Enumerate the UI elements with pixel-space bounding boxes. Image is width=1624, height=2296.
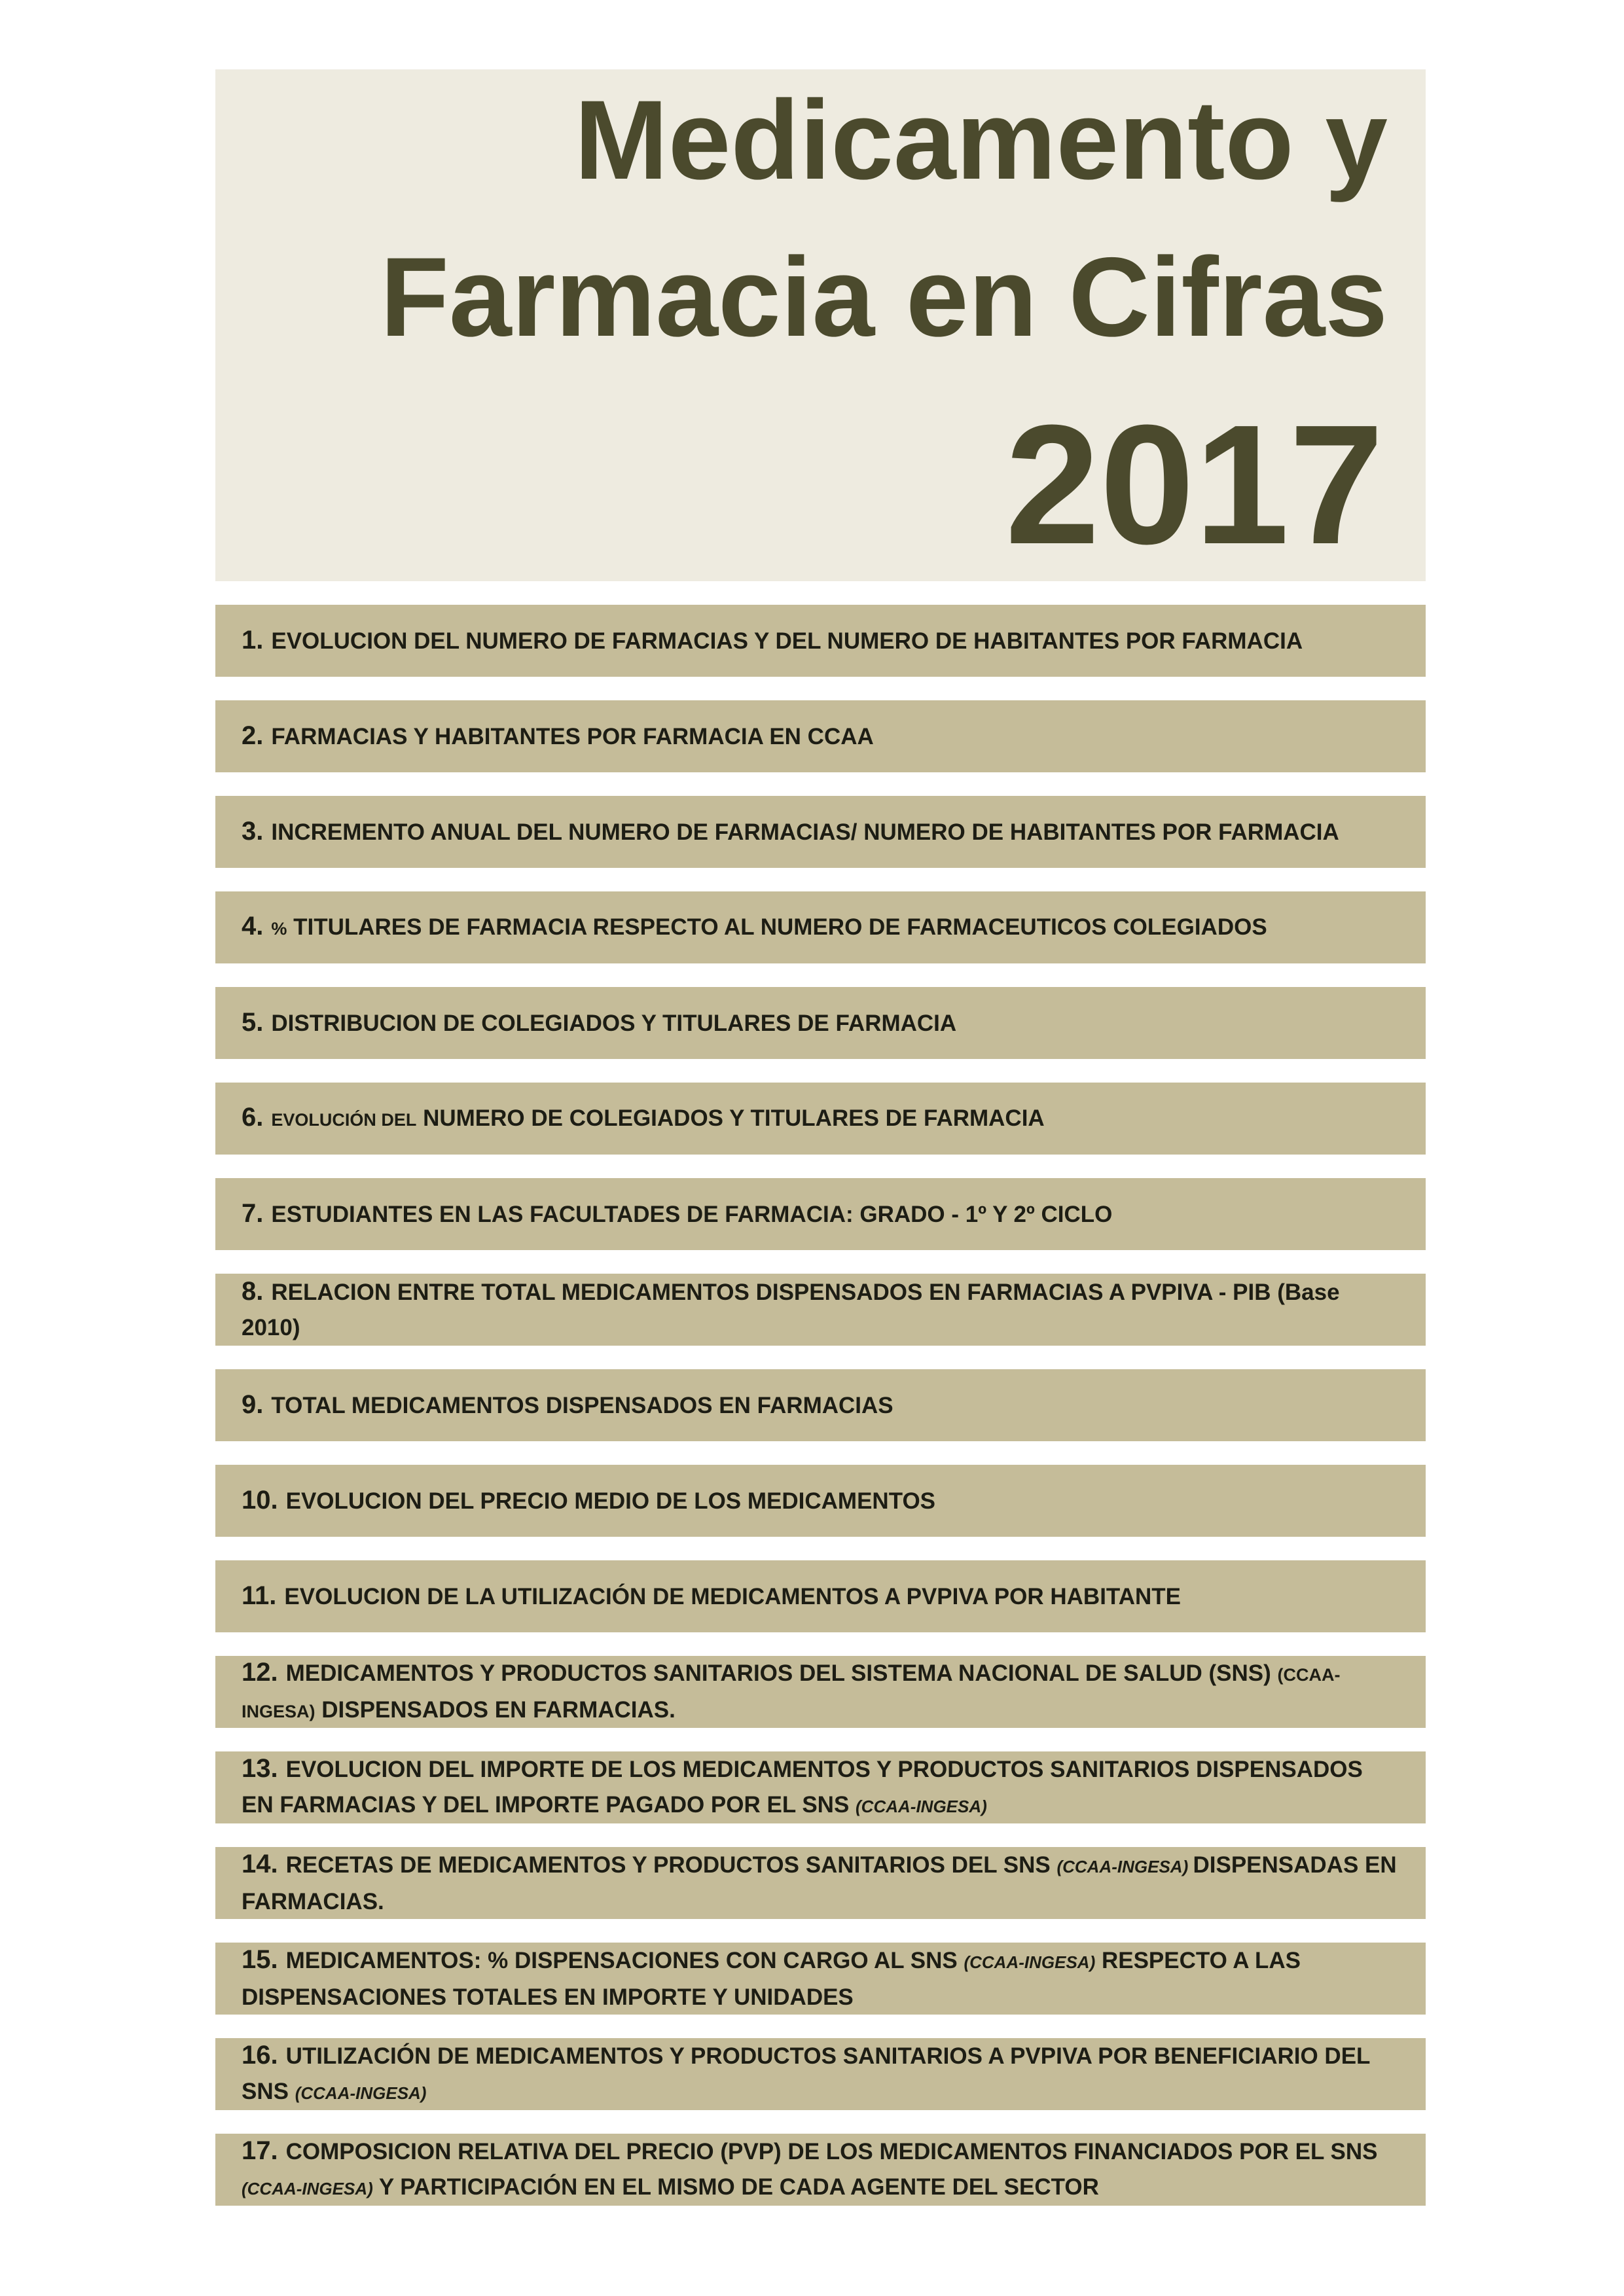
toc-item-label: EVOLUCION DE LA UTILIZACIÓN DE MEDICAMENTOS A PVPIVA POR HABITANTE xyxy=(284,1584,1181,1609)
toc-item-label: COMPOSICION RELATIVA DEL PRECIO (PVP) DE LOS MEDICAMENTOS FINANCIADOS POR EL SNS xyxy=(285,2139,1378,2164)
toc-item-tag: (CCAA-INGESA) xyxy=(856,1797,987,1816)
year-label: 2017 xyxy=(1005,390,1384,580)
toc-item-number: 16. xyxy=(242,2041,278,2070)
toc-item-text xyxy=(242,1005,956,1041)
toc-item-label: INCREMENTO ANUAL DEL NUMERO DE FARMACIAS/ NUMERO DE HABITANTES POR FARMACIA xyxy=(271,819,1339,845)
toc-item-number: 1. xyxy=(242,626,264,655)
toc-item-text xyxy=(242,2133,1399,2206)
title-line-1: Medicamento y xyxy=(574,77,1388,203)
toc-item-number: 11. xyxy=(242,1581,277,1610)
toc-item-5[interactable] xyxy=(215,987,1426,1059)
toc-item-label: TITULARES DE FARMACIA RESPECTO AL NUMERO DE FARMACEUTICOS COLEGIADOS xyxy=(287,914,1267,940)
toc-item-text xyxy=(242,908,1267,946)
toc-item-number: 8. xyxy=(242,1277,264,1306)
toc-item-number: 2. xyxy=(242,721,264,750)
toc-item-12[interactable] xyxy=(215,1656,1426,1728)
toc-item-label: ESTUDIANTES EN LAS FACULTADES DE FARMACIA: GRADO - 1º Y 2º CICLO xyxy=(271,1202,1113,1227)
toc-item-label: MEDICAMENTOS: % DISPENSACIONES CON CARGO AL SNS xyxy=(285,1948,964,1973)
toc-item-text xyxy=(242,1655,1399,1729)
toc-item-number: 4. xyxy=(242,912,264,941)
toc-item-2[interactable] xyxy=(215,700,1426,772)
toc-item-number: 3. xyxy=(242,817,264,846)
toc-item-text xyxy=(242,1846,1399,1920)
toc-item-text xyxy=(242,718,874,755)
toc-item-label: RECETAS DE MEDICAMENTOS Y PRODUCTOS SANITARIOS DEL SNS xyxy=(285,1852,1057,1878)
toc-item-text xyxy=(242,1482,935,1519)
toc-item-number: 10. xyxy=(242,1486,278,1515)
toc-item-text xyxy=(242,1100,1045,1138)
toc-item-label: NUMERO DE COLEGIADOS Y TITULARES DE FARMACIA xyxy=(416,1105,1045,1131)
toc-item-label: DISPENSADOS EN FARMACIAS. xyxy=(315,1697,676,1723)
toc-item-10[interactable] xyxy=(215,1465,1426,1537)
toc-item-6[interactable] xyxy=(215,1083,1426,1155)
toc-item-tag: (CCAA-INGESA) xyxy=(1056,1857,1193,1876)
toc-item-16[interactable] xyxy=(215,2038,1426,2110)
toc-item-label: FARMACIAS Y HABITANTES POR FARMACIA EN CCAA xyxy=(271,724,874,749)
toc-item-4[interactable] xyxy=(215,891,1426,963)
toc-item-tag: (CCAA-INGESA) xyxy=(295,2083,427,2103)
toc-item-number: 7. xyxy=(242,1199,264,1228)
toc-item-number: 6. xyxy=(242,1103,264,1132)
toc-item-17[interactable] xyxy=(215,2134,1426,2206)
toc-item-1[interactable] xyxy=(215,605,1426,677)
toc-item-label: DISTRIBUCION DE COLEGIADOS Y TITULARES DE FARMACIA xyxy=(271,1011,957,1036)
toc-item-text xyxy=(242,1274,1399,1346)
toc-item-text xyxy=(242,622,1303,659)
toc-item-label: EVOLUCIÓN DEL xyxy=(271,1110,417,1130)
toc-item-text xyxy=(242,1578,1181,1615)
toc-item-tag: (CCAA-INGESA) xyxy=(964,1952,1096,1972)
toc-item-text xyxy=(242,1387,893,1424)
toc-item-number: 14. xyxy=(242,1850,278,1878)
toc-item-label: RESPECTO A LAS DISPENSACIONES TOTALES EN IMPORTE Y UNIDADES xyxy=(242,1948,1301,2010)
toc-item-label: MEDICAMENTOS Y PRODUCTOS SANITARIOS DEL SISTEMA NACIONAL DE SALUD (SNS) xyxy=(285,1660,1278,1686)
toc-item-label: EVOLUCION DEL IMPORTE DE LOS MEDICAMENTOS Y PRODUCTOS SANITARIOS DISPENSADOS EN FARMACIAS Y DEL IMPORTE PAGADO POR EL SNS xyxy=(242,1757,1363,1818)
toc-item-number: 15. xyxy=(242,1945,278,1974)
toc-item-7[interactable] xyxy=(215,1178,1426,1250)
title-line-2: Farmacia en Cifras xyxy=(380,234,1388,360)
cover-header xyxy=(215,69,1426,581)
toc-item-label: EVOLUCION DEL NUMERO DE FARMACIAS Y DEL NUMERO DE HABITANTES POR FARMACIA xyxy=(271,628,1303,654)
toc-item-number: 17. xyxy=(242,2136,278,2165)
toc-item-text xyxy=(242,1196,1112,1232)
toc-item-14[interactable] xyxy=(215,1847,1426,1919)
toc-item-11[interactable] xyxy=(215,1560,1426,1632)
toc-item-13[interactable] xyxy=(215,1751,1426,1823)
toc-item-9[interactable] xyxy=(215,1369,1426,1441)
toc-item-label: TOTAL MEDICAMENTOS DISPENSADOS EN FARMACIAS xyxy=(271,1393,893,1418)
toc-item-text xyxy=(242,2037,1399,2111)
toc-item-number: 13. xyxy=(242,1754,278,1783)
toc-item-label: Y PARTICIPACIÓN EN EL MISMO DE CADA AGENTE DEL SECTOR xyxy=(372,2174,1099,2200)
toc-item-number: 12. xyxy=(242,1658,278,1687)
toc-item-tag: (CCAA-INGESA) xyxy=(242,2179,373,2198)
toc-item-text xyxy=(242,1751,1399,1824)
toc-item-text xyxy=(242,814,1339,850)
toc-item-number: 5. xyxy=(242,1008,264,1037)
toc-item-label: RELACION ENTRE TOTAL MEDICAMENTOS DISPENSADOS EN FARMACIAS A PVPIVA - PIB (Base 2010) xyxy=(242,1280,1340,1340)
toc-item-label: (CCAA-INGESA) xyxy=(242,1665,1341,1721)
toc-item-label: EVOLUCION DEL PRECIO MEDIO DE LOS MEDICAMENTOS xyxy=(285,1488,936,1514)
toc-item-15[interactable] xyxy=(215,1943,1426,2015)
toc-item-8[interactable] xyxy=(215,1274,1426,1346)
toc-item-text xyxy=(242,1942,1399,2015)
toc-item-label: UTILIZACIÓN DE MEDICAMENTOS Y PRODUCTOS SANITARIOS A PVPIVA POR BENEFICIARIO DEL SNS xyxy=(242,2043,1370,2104)
toc-item-label: % xyxy=(271,919,287,939)
toc-item-number: 9. xyxy=(242,1390,264,1419)
toc-item-label: DISPENSADAS EN FARMACIAS. xyxy=(242,1852,1397,1914)
toc-item-3[interactable] xyxy=(215,796,1426,868)
